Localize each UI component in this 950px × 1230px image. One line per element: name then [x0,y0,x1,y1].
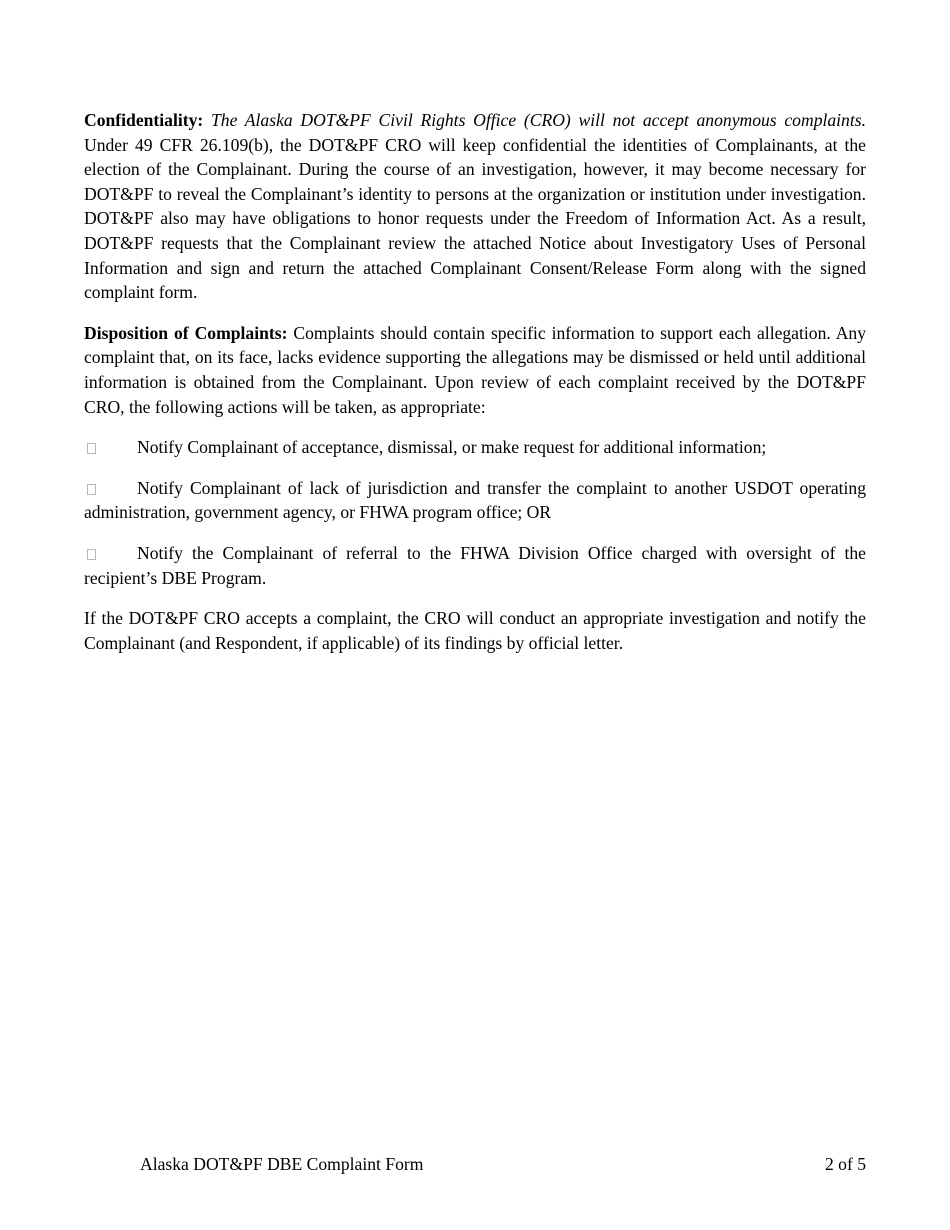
disposition-body: Complaints should contain specific information to support each allegation. Any complaint that, on its face, lacks evidence supporting the allegations may be dismissed or held until additional information is obtained from the Complainant. Upon review of each complaint received by the DOT&PF CRO, the following actions will be taken, as appropriate: [84,322,867,417]
confidentiality-heading: Confidentiality: [84,110,204,130]
action-item-text: Notify Complainant of lack of jurisdiction and transfer the complaint to another USDOT operating administration, government agency, or FHWA program office; OR [84,477,866,523]
action-item-text: Notify the Complainant of referral to the FHWA Division Office charged with oversight of the recipient’s DBE Program. [84,542,866,588]
action-item [84,541,866,590]
confidentiality-notice: The Alaska DOT&PF Civil Rights Office (CRO) will not accept anonymous complaints. [210,110,866,130]
document-body [84,108,866,671]
closing-paragraph: If the DOT&PF CRO accepts a complaint, the CRO will conduct an appropriate investigation and notify the Complainant (and Respondent, if applicable) of its findings by official letter. [84,608,866,653]
page-number: 2 of 5 [824,1154,866,1174]
disposition-paragraph [84,321,866,419]
checkbox-icon [87,549,96,560]
checkbox-icon [87,443,96,454]
action-item [84,435,866,460]
confidentiality-body: Under 49 CFR 26.109(b), the DOT&PF CRO will keep confidential the identities of Complainants, at the election of the Complainant. During the course of an investigation, however, it may become necessary for DOT&PF to reveal the Complainant’s identity to persons at the organization or institution under investigation. DOT&PF also may have obligations to honor requests under the Freedom of Information Act. As a result, DOT&PF requests that the Complainant review the attached Notice about Investigatory Uses of Personal Information and sign and return the attached Complainant Consent/Release Form along with the signed complaint form. [84,134,866,303]
action-item-text: Notify Complainant of acceptance, dismissal, or make request for additional information; [137,437,767,458]
confidentiality-paragraph [84,108,866,305]
footer-title: Alaska DOT&PF DBE Complaint Form [140,1154,424,1174]
action-item [84,476,866,525]
checkbox-icon [87,484,96,495]
disposition-heading: Disposition of Complaints: [84,322,288,343]
